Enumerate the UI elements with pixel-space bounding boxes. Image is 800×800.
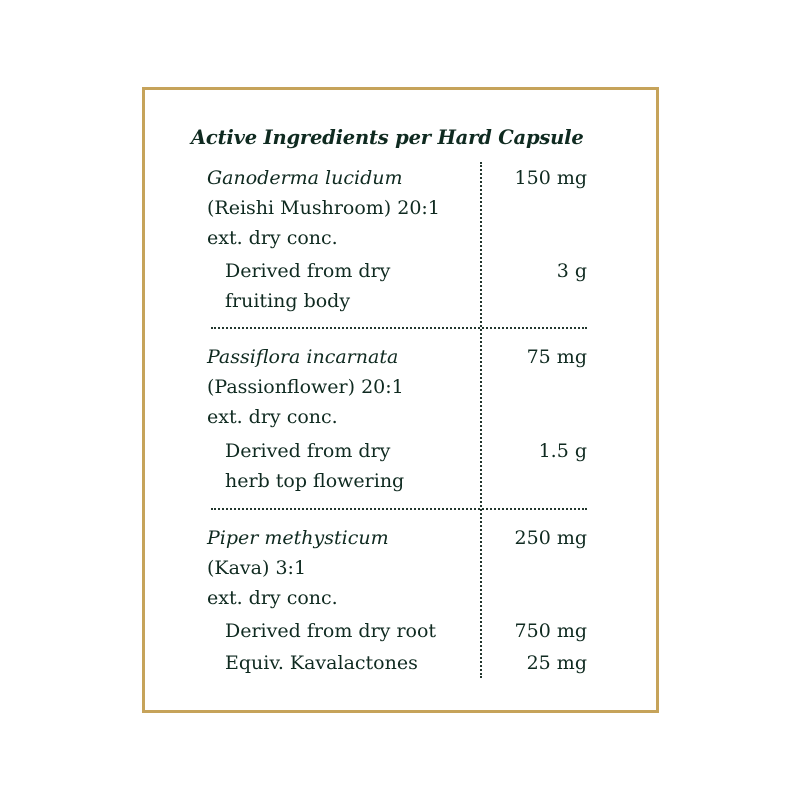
- ingredient-name-block: [207, 523, 389, 613]
- derived-amount: 750 mg: [514, 620, 587, 642]
- derived-label-line1: Derived from dry: [225, 260, 391, 282]
- derived-label-block: [225, 436, 404, 496]
- ingredient-amount: 75 mg: [526, 346, 587, 368]
- derived-amount: 1.5 g: [538, 440, 587, 462]
- ingredient-form: ext. dry conc.: [207, 587, 338, 609]
- ingredient-form: ext. dry conc.: [207, 227, 338, 249]
- derived-label: Derived from dry root: [225, 620, 437, 642]
- ingredients-panel: [142, 87, 659, 713]
- section-divider: [211, 327, 587, 329]
- ingredient-latin-name: Passiflora incarnata: [207, 346, 399, 368]
- derived-amount: 3 g: [556, 260, 587, 282]
- derived-label-line1: Derived from dry: [225, 440, 391, 462]
- ingredient-name-block: [207, 163, 440, 253]
- ingredient-amount: 250 mg: [514, 527, 587, 549]
- equiv-amount: 25 mg: [526, 652, 587, 674]
- ingredient-latin-name: Piper methysticum: [207, 527, 389, 549]
- ingredient-form: ext. dry conc.: [207, 406, 338, 428]
- equiv-label: Equiv. Kavalactones: [225, 652, 418, 674]
- derived-label-line2: herb top flowering: [225, 470, 405, 492]
- ingredient-common-name: (Reishi Mushroom) 20:1: [207, 197, 440, 219]
- ingredient-latin-name: Ganoderma lucidum: [207, 167, 403, 189]
- ingredient-name-block: [207, 342, 404, 432]
- ingredient-common-name: (Kava) 3:1: [207, 557, 307, 579]
- panel-title: Active Ingredients per Hard Capsule: [191, 126, 584, 149]
- derived-label-block: [225, 256, 390, 316]
- ingredient-common-name: (Passionflower) 20:1: [207, 376, 404, 398]
- column-divider: [480, 162, 482, 678]
- ingredient-amount: 150 mg: [514, 167, 587, 189]
- section-divider: [211, 508, 587, 510]
- derived-label-line2: fruiting body: [225, 290, 351, 312]
